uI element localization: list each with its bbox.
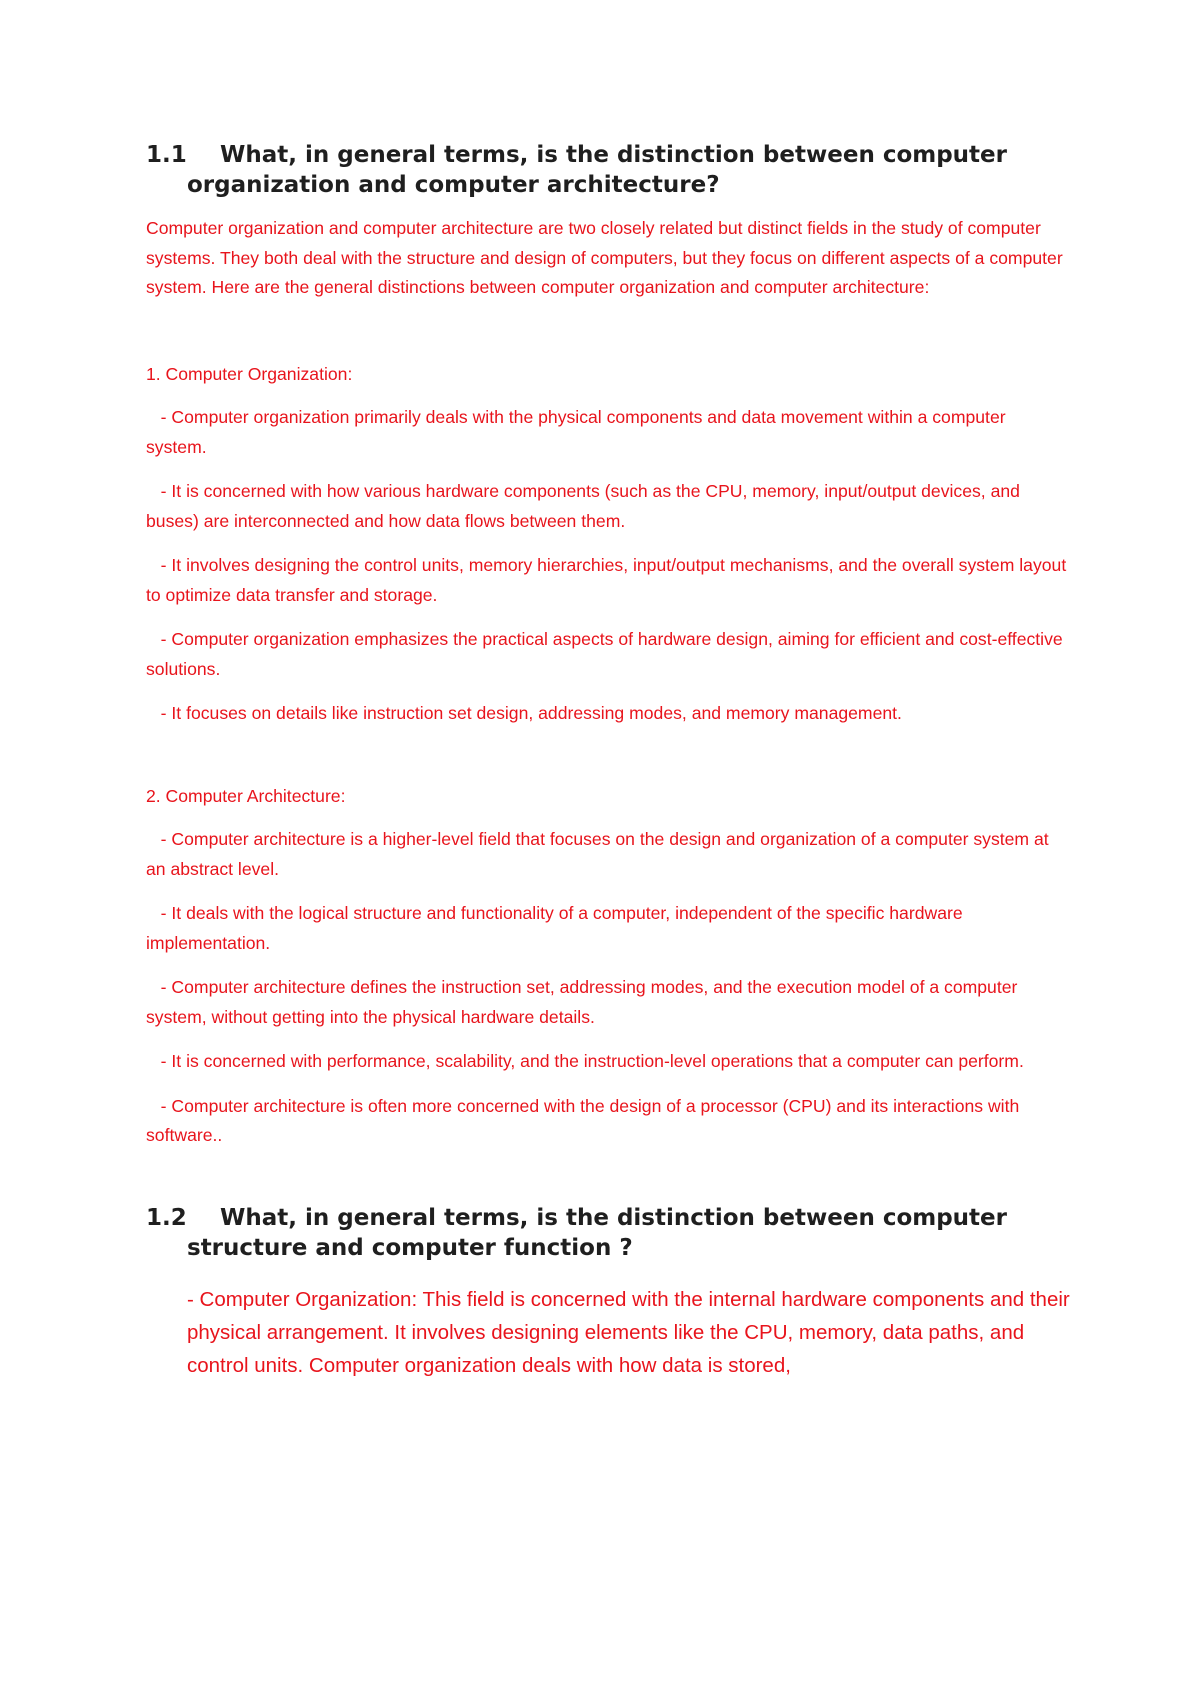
question-title: What, in general terms, is the distinction between computer organization and computer architecture?	[187, 142, 1007, 198]
architecture-point-text: - Computer architecture defines the instruction set, addressing modes, and the execution model of a computer system, without getting into the physical hardware details.	[146, 977, 1018, 1027]
question-heading-1-2	[146, 1203, 1071, 1263]
architecture-point-text: - Computer architecture is often more concerned with the design of a processor (CPU) and its interactions with software..	[146, 1095, 1020, 1145]
organization-heading: 1. Computer Organization:	[146, 363, 353, 384]
architecture-point	[146, 973, 1071, 1032]
organization-point	[146, 625, 1071, 684]
organization-point	[146, 403, 1071, 462]
question-number: 1.2	[146, 1204, 187, 1231]
organization-point-text: - Computer organization primarily deals with the physical components and data movement within a computer system.	[146, 407, 1006, 457]
question-number: 1.1	[146, 142, 187, 168]
architecture-point	[146, 1092, 1071, 1151]
document-content	[146, 140, 1071, 1382]
answer-paragraph: - Computer Organization: This field is concerned with the internal hardware components and their physical arrangement. It involves designing elements like the CPU, memory, data paths, and control units. Computer organization deals with how data is stored,	[187, 1287, 1070, 1377]
organization-point-text: - It focuses on details like instruction set design, addressing modes, and memory management.	[160, 703, 902, 723]
architecture-point-text: - Computer architecture is a higher-level field that focuses on the design and organization of a computer system at an abstract level.	[146, 829, 1049, 879]
organization-point-text: - Computer organization emphasizes the practical aspects of hardware design, aiming for efficient and cost-effective solutions.	[146, 629, 1063, 679]
organization-point-text: - It is concerned with how various hardware components (such as the CPU, memory, input/output devices, and buses) are interconnected and how data flows between them.	[146, 481, 1020, 531]
architecture-point-text: - It is concerned with performance, scalability, and the instruction-level operations that a computer can perform.	[160, 1051, 1024, 1071]
organization-point-text: - It involves designing the control units, memory hierarchies, input/output mechanisms, and the overall system layout to optimize data transfer and storage.	[146, 555, 1067, 605]
organization-point	[146, 477, 1071, 536]
intro-paragraph: Computer organization and computer architecture are two closely related but distinct fields in the study of computer systems. They both deal with the structure and design of computers, but they focus on different aspects of a computer system. Here are the general distinctions between computer organization and computer architecture:	[146, 218, 1063, 297]
architecture-point	[146, 899, 1071, 958]
architecture-point-text: - It deals with the logical structure and functionality of a computer, independent of the specific hardware implementation.	[146, 903, 963, 953]
architecture-point	[146, 1047, 1071, 1077]
organization-point	[146, 551, 1071, 610]
question-title: What, in general terms, is the distinction between computer structure and computer function ?	[187, 1204, 1007, 1261]
architecture-heading: 2. Computer Architecture:	[146, 785, 346, 806]
question-heading-1-1	[146, 140, 1071, 200]
architecture-point	[146, 825, 1071, 884]
organization-point	[146, 699, 1071, 729]
